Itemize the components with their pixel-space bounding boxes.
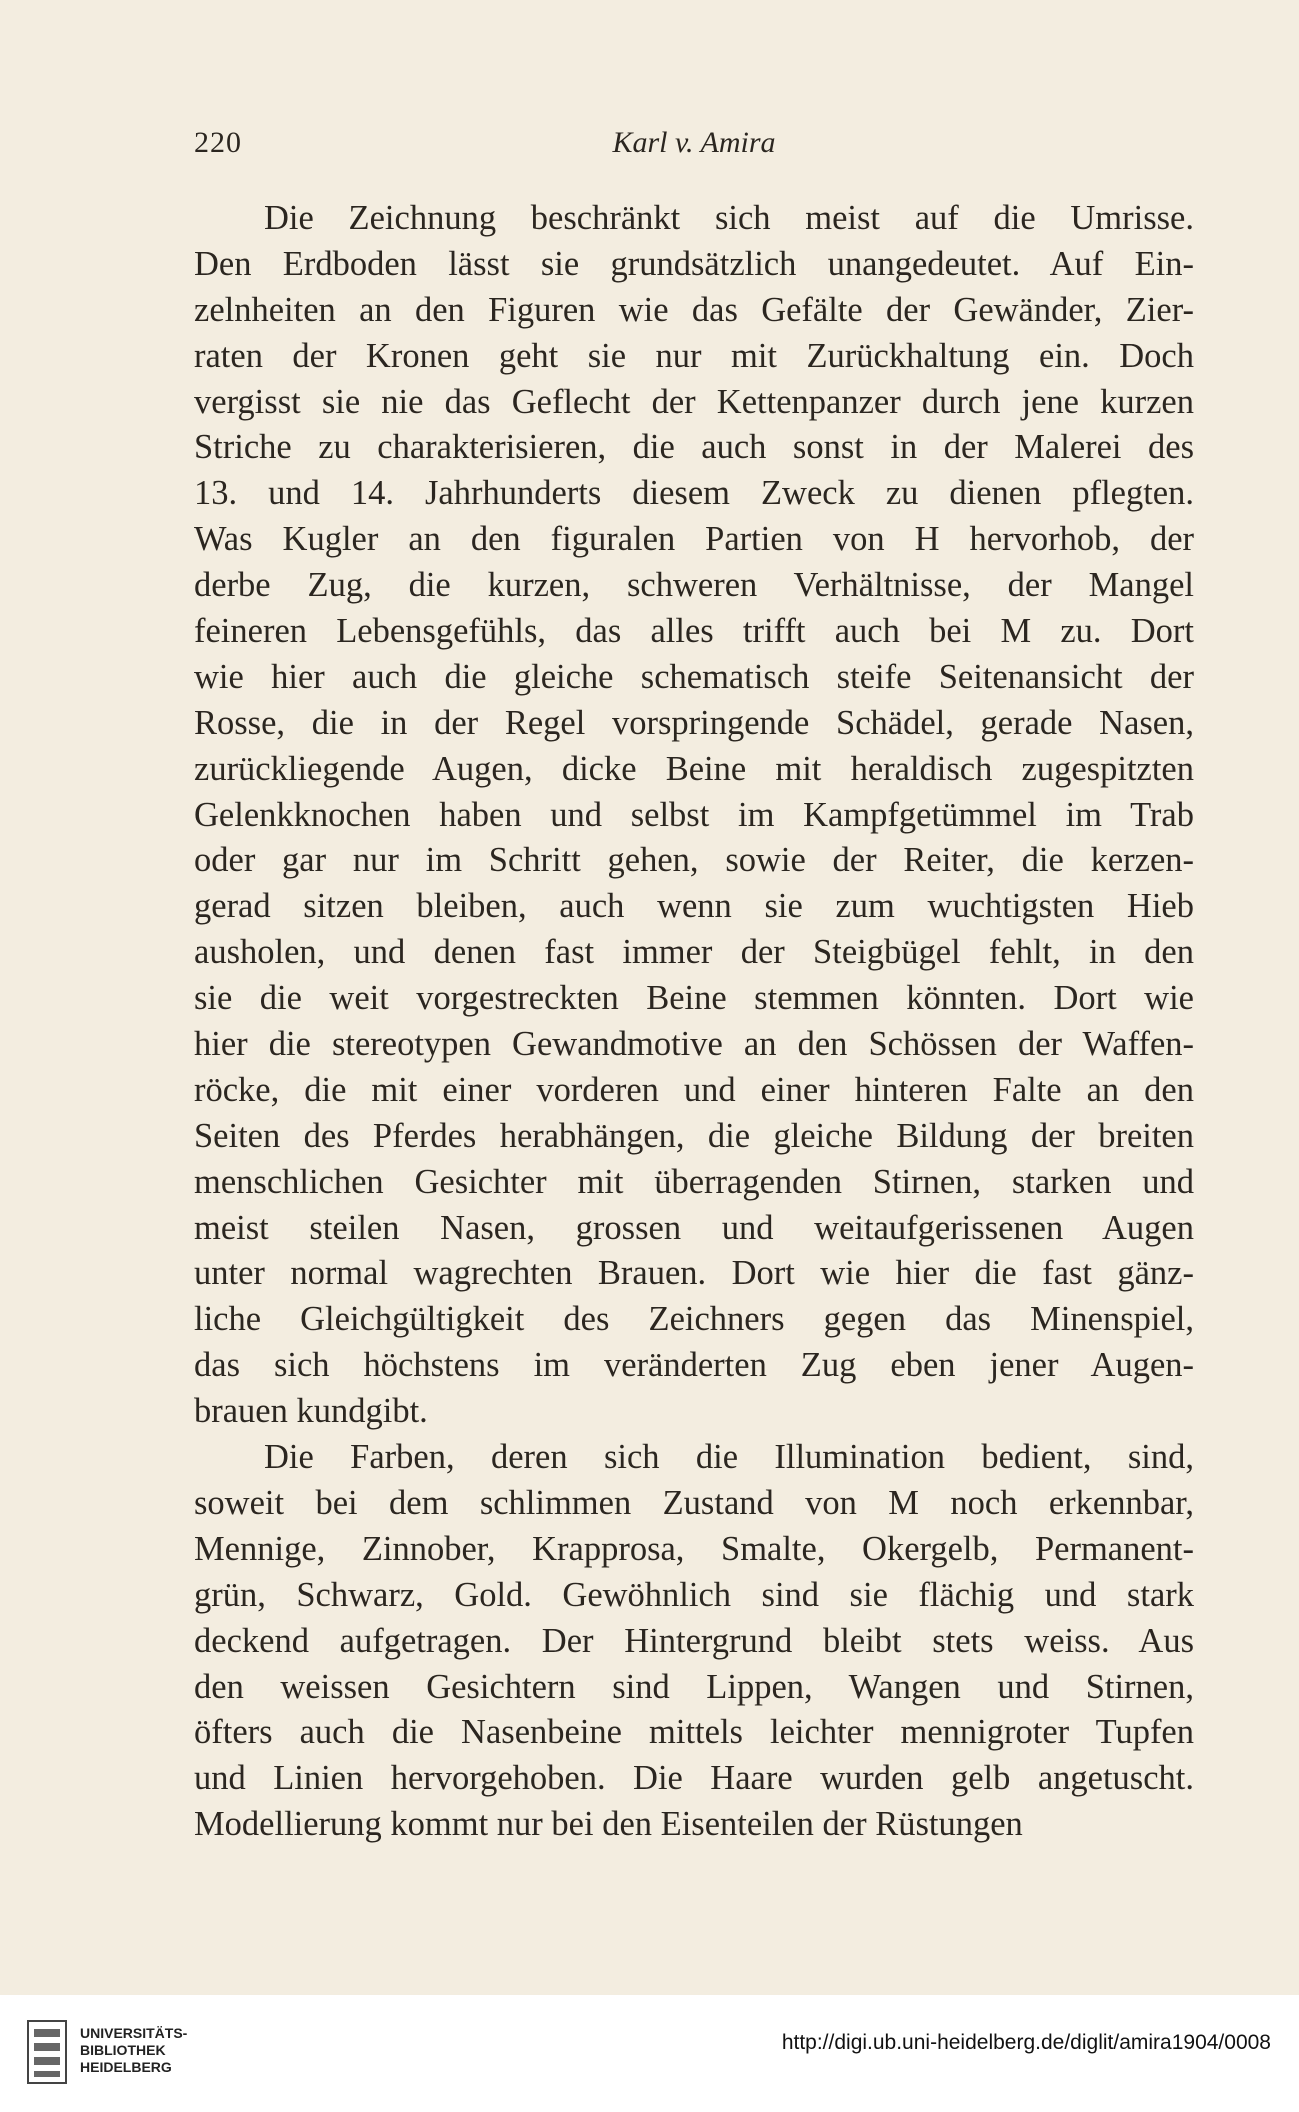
library-line: UNIVERSITÄTS-: [80, 2025, 188, 2041]
text-line: derbe Zug, die kurzen, schweren Verhältnisse, der Mangel: [194, 566, 1194, 605]
text-line: das sich höchstens im veränderten Zug eben jener Augen-: [194, 1346, 1194, 1385]
text-line: Die Zeichnung beschränkt sich meist auf die Umrisse.: [264, 199, 1194, 237]
footer-bar: [0, 1995, 1299, 2112]
page-header: [194, 118, 1194, 178]
text-line: menschlichen Gesichter mit überragenden Stirnen, starken und: [194, 1162, 1194, 1201]
paragraph-1: [194, 196, 1194, 1435]
text-line: zurückliegende Augen, dicke Beine mit heraldisch zugespitzten: [194, 749, 1194, 788]
text-line: Die Farben, deren sich die Illumination bedient, sind,: [264, 1438, 1194, 1477]
text-line: deckend aufgetragen. Der Hintergrund bleibt stets weiss. Aus: [194, 1621, 1194, 1660]
text-line: 13. und 14. Jahrhunderts diesem Zweck zu dienen pflegten.: [194, 474, 1194, 513]
text-line: vergisst sie nie das Geflecht der Kettenpanzer durch jene kurzen: [194, 382, 1194, 421]
text-line: Was Kugler an den figuralen Partien von H hervorhob, der: [194, 520, 1194, 559]
text-line: sie die weit vorgestreckten Beine stemmen könnten. Dort wie: [194, 979, 1194, 1018]
text-line: öfters auch die Nasenbeine mittels leichter mennigroter Tupfen: [194, 1713, 1194, 1752]
text-line: hier die stereotypen Gewandmotive an den Schössen der Waffen-: [194, 1025, 1194, 1064]
text-line: soweit bei dem schlimmen Zustand von M noch erkennbar,: [194, 1483, 1194, 1522]
text-line: Rosse, die in der Regel vorspringende Schädel, gerade Nasen,: [194, 703, 1194, 742]
source-url[interactable]: http://digi.ub.uni-heidelberg.de/diglit/amira1904/0008: [781, 2031, 1271, 2054]
text-line: Den Erdboden lässt sie grundsätzlich unangedeutet. Auf Ein-: [194, 244, 1194, 283]
text-line: gerad sitzen bleiben, auch wenn sie zum wuchtigsten Hieb: [194, 887, 1194, 926]
library-line: BIBLIOTHEK: [80, 2042, 166, 2058]
text-line: ausholen, und denen fast immer der Steigbügel fehlt, in den: [194, 933, 1194, 972]
text-line: Modellierung kommt nur bei den Eisenteilen der Rüstungen: [194, 1805, 1023, 1844]
text-line: und Linien hervorgehoben. Die Haare wurden gelb angetuscht.: [194, 1759, 1194, 1798]
text-line: Gelenkknochen haben und selbst im Kampfgetümmel im Trab: [194, 795, 1194, 834]
library-line: HEIDELBERG: [80, 2059, 172, 2075]
text-line: Striche zu charakterisieren, die auch sonst in der Malerei des: [194, 428, 1194, 467]
text-line: oder gar nur im Schritt gehen, sowie der Reiter, die kerzen-: [194, 841, 1194, 880]
text-line: röcke, die mit einer vorderen und einer hinteren Falte an den: [194, 1070, 1194, 1109]
running-title: Karl v. Amira: [612, 126, 776, 159]
text-line: raten der Kronen geht sie nur mit Zurückhaltung ein. Doch: [194, 336, 1194, 375]
paragraph-2: [194, 1435, 1194, 1848]
page-number: 220: [194, 126, 242, 159]
text-line: Seiten des Pferdes herabhängen, die gleiche Bildung der breiten: [194, 1116, 1194, 1155]
text-line: den weissen Gesichtern sind Lippen, Wangen und Stirnen,: [194, 1667, 1194, 1706]
university-library-logo-icon: [22, 2017, 72, 2087]
text-line: grün, Schwarz, Gold. Gewöhnlich sind sie flächig und stark: [194, 1575, 1194, 1614]
text-line: liche Gleichgültigkeit des Zeichners gegen das Minenspiel,: [194, 1300, 1194, 1339]
text-line: brauen kundgibt.: [194, 1392, 428, 1431]
text-line: zelnheiten an den Figuren wie das Gefälte der Gewänder, Zier-: [194, 290, 1194, 329]
text-line: feineren Lebensgefühls, das alles trifft auch bei M zu. Dort: [194, 612, 1194, 651]
text-line: meist steilen Nasen, grossen und weitaufgerissenen Augen: [194, 1208, 1194, 1247]
library-name: [80, 2025, 187, 2076]
page-content: [194, 118, 1194, 1848]
text-line: Mennige, Zinnober, Krapprosa, Smalte, Okergelb, Permanent-: [194, 1529, 1194, 1568]
text-line: unter normal wagrechten Brauen. Dort wie hier die fast gänz-: [194, 1254, 1194, 1293]
body-text: [194, 196, 1194, 1848]
text-line: wie hier auch die gleiche schematisch steife Seitenansicht der: [194, 657, 1194, 696]
